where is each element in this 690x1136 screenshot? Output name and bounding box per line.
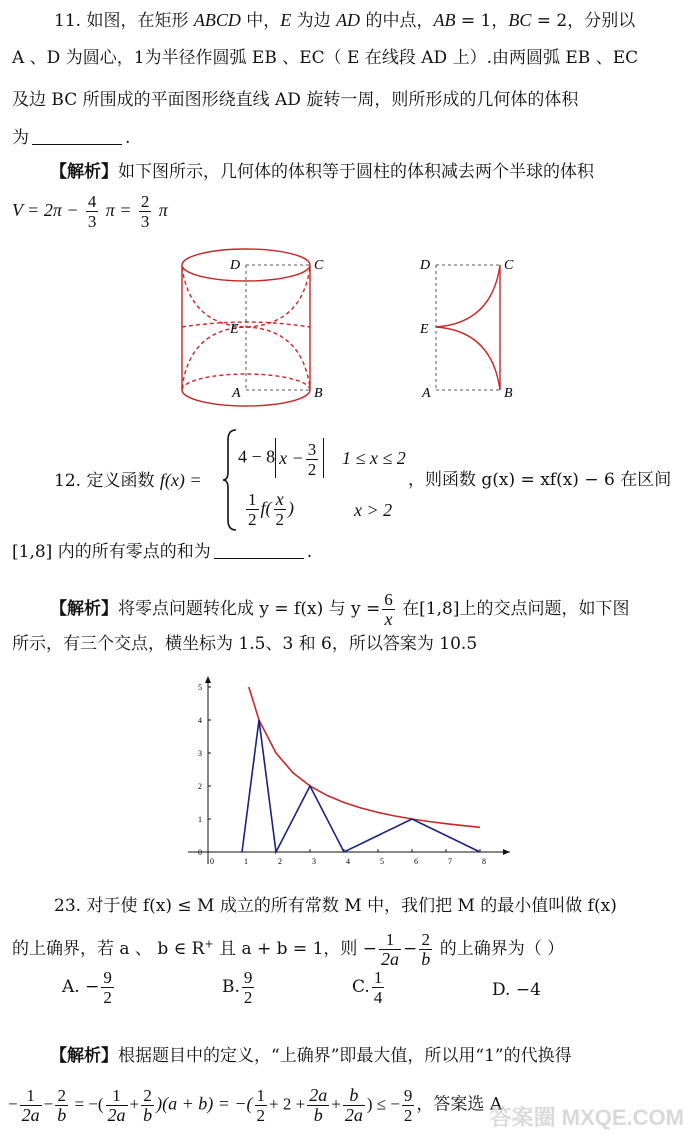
s23-text: 根据题目中的定义，“上确界”即最大值，所以用“1”的代换得 (118, 1046, 572, 1066)
s23-answer: ，答案选 A (416, 1094, 503, 1115)
x-tick-label: 1 (244, 857, 248, 866)
option-a[interactable] (62, 968, 116, 1007)
x-tick-label: 5 (380, 857, 384, 866)
denominator: x (384, 609, 393, 629)
y-axis-arrow (205, 676, 211, 683)
denominator: b (313, 1105, 323, 1125)
x-tick-label: 0 (210, 857, 214, 866)
fraction (141, 1086, 154, 1125)
x-tick-label: 3 (312, 857, 316, 866)
denominator: 2a (21, 1105, 40, 1125)
fraction (382, 590, 395, 629)
label-e: E (230, 322, 239, 337)
q12-line-2 (12, 540, 312, 564)
formula-seg: − (43, 1094, 54, 1114)
x-tick-label: 8 (482, 857, 486, 866)
q11-point-e: E (280, 10, 292, 30)
s12-text: 在[1,8]上的交点问题，如下图 (396, 599, 630, 619)
q11-line-4 (12, 126, 130, 150)
label-b: B (504, 386, 513, 401)
piece-2 (244, 490, 294, 529)
arc-eb (436, 327, 500, 390)
answer-blank (214, 542, 304, 559)
option-label: B. (222, 977, 240, 997)
numerator: 2 (419, 930, 432, 950)
q11-text: 为 (12, 128, 29, 148)
s11-text: 如下图所示，几何体的体积等于圆柱的体积减去两个半球的体积 (118, 162, 594, 182)
s12-line-2: 所示，有三个交点，横坐标为 1.5、3 和 6，所以答案为 10.5 (12, 634, 478, 654)
denominator: 2a (381, 949, 400, 969)
watermark-logo: 答案圈 MXQE.COM (489, 1105, 684, 1130)
q12-tail: ，则函数 g(x) = xf(x) − 6 在区间 (408, 470, 672, 490)
series-line-f (242, 720, 480, 852)
answer-blank (32, 128, 122, 145)
denominator: 2a (107, 1105, 126, 1125)
abs-value (275, 438, 324, 478)
numerator: 4 (87, 192, 97, 211)
fraction (307, 1086, 329, 1125)
piece-2-cond: x > 2 (354, 500, 393, 520)
function-f: f(x) = (159, 470, 202, 490)
label-b: B (314, 386, 323, 401)
denominator: 2 (243, 988, 253, 1007)
s11-line-1 (50, 160, 594, 184)
label-c: C (314, 258, 324, 273)
label-d: D (230, 258, 241, 273)
numerator: 2 (140, 192, 150, 211)
label-c: C (504, 258, 514, 273)
piece-1 (238, 438, 324, 478)
numerator: 9 (243, 968, 253, 987)
q11-ab: AB (433, 10, 456, 30)
numerator: 1 (106, 1086, 128, 1106)
option-c[interactable] (352, 968, 386, 1007)
x-tick-label: 6 (414, 857, 418, 866)
numerator: 6 (384, 590, 393, 609)
solution-label: 【解析】 (50, 1046, 118, 1066)
formula-seg: + (331, 1094, 341, 1114)
fraction (419, 930, 432, 969)
numerator: 9 (403, 1086, 413, 1105)
arc-ec (436, 265, 500, 327)
formula-part: V = 2π − (12, 200, 79, 220)
y-tick-label: 4 (198, 716, 202, 725)
numerator: 2 (141, 1086, 154, 1106)
q11-line-3: 及边 BC 所围成的平面图形绕直线 AD 旋转一周，则所形成的几何体的体积 (12, 90, 579, 110)
q11-text: = 2，分别以 (531, 11, 636, 31)
q12-text: . (306, 542, 313, 562)
piece-2-f: f( (260, 498, 272, 518)
y-tick-label: 1 (198, 815, 202, 824)
s23-formula (8, 1086, 502, 1125)
abs-inner: x − (279, 448, 304, 468)
fraction (379, 930, 401, 969)
label-e: E (420, 322, 429, 337)
solution-label: 【解析】 (50, 599, 118, 619)
formula-seg: )(a + b) = −( (156, 1093, 253, 1114)
denominator: 2 (256, 1106, 266, 1125)
denominator: b (421, 949, 431, 969)
formula-seg: ) ≤ − (366, 1094, 400, 1114)
fraction (274, 490, 287, 529)
formula-seg: + 2 + (269, 1094, 306, 1114)
q11-text: 中， (240, 11, 281, 31)
y-tick-label: 0 (198, 848, 202, 857)
s12-text: 将零点问题转化成 y = f(x) 与 y = (118, 599, 381, 619)
formula-part: π = (105, 200, 132, 220)
fraction (242, 968, 255, 1007)
series-line-y-6-over-x (249, 687, 480, 827)
numerator: 3 (307, 440, 317, 459)
piece-1-expr: 4 − 8 (238, 446, 276, 467)
x-tick-label: 4 (346, 857, 350, 866)
denominator: 2 (275, 510, 284, 529)
fraction (20, 1086, 42, 1125)
piece-1-cond: 1 ≤ x ≤ 2 (342, 448, 406, 468)
fraction (402, 1086, 415, 1125)
denominator: 3 (87, 212, 97, 231)
denominator: 4 (373, 988, 383, 1007)
q11-line-2: A 、D 为圆心，1为半径作圆弧 EB 、EC（ E 在线段 AD 上）.由两圆弧 EB 、EC (12, 48, 639, 68)
numerator: b (343, 1086, 365, 1106)
x-tick-label: 7 (448, 857, 452, 866)
q12-text: 12. 定义函数 (54, 471, 160, 491)
q12-line-1 (54, 468, 201, 493)
option-label: C. (352, 977, 370, 997)
numerator: 9 (103, 968, 112, 987)
fraction (306, 440, 319, 479)
denominator: b (143, 1105, 153, 1125)
numerator: 1 (373, 968, 383, 987)
label-d: D (420, 258, 431, 273)
label-a: A (232, 386, 241, 401)
geometry-figure (170, 245, 540, 415)
fraction (246, 490, 259, 529)
q23-line-2 (12, 930, 564, 969)
fraction (101, 968, 114, 1007)
y-tick-label: 3 (198, 749, 202, 758)
denominator: 2 (403, 1106, 413, 1125)
q23-line-1: 23. 对于使 f(x) ≤ M 成立的所有常数 M 中，我们把 M 的最小值叫做 f(x) (54, 896, 617, 916)
option-b[interactable] (222, 968, 256, 1007)
q23-text: 的上确界为（ ） (434, 939, 565, 959)
q11-rect: ABCD (193, 10, 241, 30)
numerator: 1 (379, 930, 401, 950)
q12-text: [1,8] 内的所有零点的和为 (12, 542, 211, 562)
formula-seg: − (8, 1094, 18, 1114)
fraction (372, 968, 385, 1007)
intersection-chart (178, 672, 523, 872)
piece-2-close: ) (288, 498, 294, 518)
numerator: 2a (309, 1085, 328, 1105)
superscript: + (204, 937, 214, 951)
option-label: A. − (62, 977, 100, 997)
numerator: x (274, 490, 287, 510)
fraction (55, 1086, 68, 1125)
q11-text: 的中点， (360, 11, 434, 31)
option-d[interactable]: D. −4 (492, 980, 541, 1000)
s23-line-1 (50, 1044, 572, 1068)
fraction (255, 1086, 268, 1125)
cylinder-bottom-front (182, 390, 310, 406)
formula-seg: + (129, 1094, 140, 1114)
numerator: 1 (20, 1086, 42, 1106)
formula-seg: = −( (70, 1094, 104, 1114)
denominator: 2 (307, 460, 317, 479)
numerator: 2 (55, 1086, 68, 1106)
numerator: 1 (256, 1086, 266, 1105)
q11-text: 为边 (291, 11, 337, 31)
q11-side: AD (336, 10, 361, 30)
numerator: 1 (248, 490, 257, 509)
plane-figure (419, 258, 514, 401)
q11-text: 11. 如图，在矩形 (54, 11, 194, 31)
denominator: 3 (140, 212, 150, 231)
q23-text: − (403, 939, 418, 959)
denominator: b (57, 1105, 67, 1125)
denominator: 2a (344, 1105, 363, 1125)
denominator: 2 (248, 510, 257, 529)
fraction (139, 192, 152, 231)
solution-label: 【解析】 (50, 162, 118, 182)
q23-text: 且 a + b = 1，则 − (213, 939, 378, 959)
y-tick-label: 2 (198, 782, 202, 791)
q11-text: . (125, 128, 131, 148)
y-tick-label: 5 (198, 683, 202, 692)
fraction (86, 192, 99, 231)
q11-text: = 1， (455, 11, 509, 31)
q11-line-1 (54, 8, 635, 33)
x-tick-label: 2 (278, 857, 282, 866)
formula-part: π (158, 200, 168, 220)
denominator: 2 (103, 988, 112, 1007)
q23-text: 的上确界，若 a 、 b ∈ R (12, 939, 205, 959)
label-a: A (422, 386, 431, 401)
s11-formula (12, 192, 168, 231)
s12-line-1 (50, 590, 629, 629)
fraction (343, 1086, 365, 1125)
fraction (106, 1086, 128, 1125)
x-axis-arrow (503, 849, 510, 855)
q11-bc: BC (508, 10, 532, 30)
